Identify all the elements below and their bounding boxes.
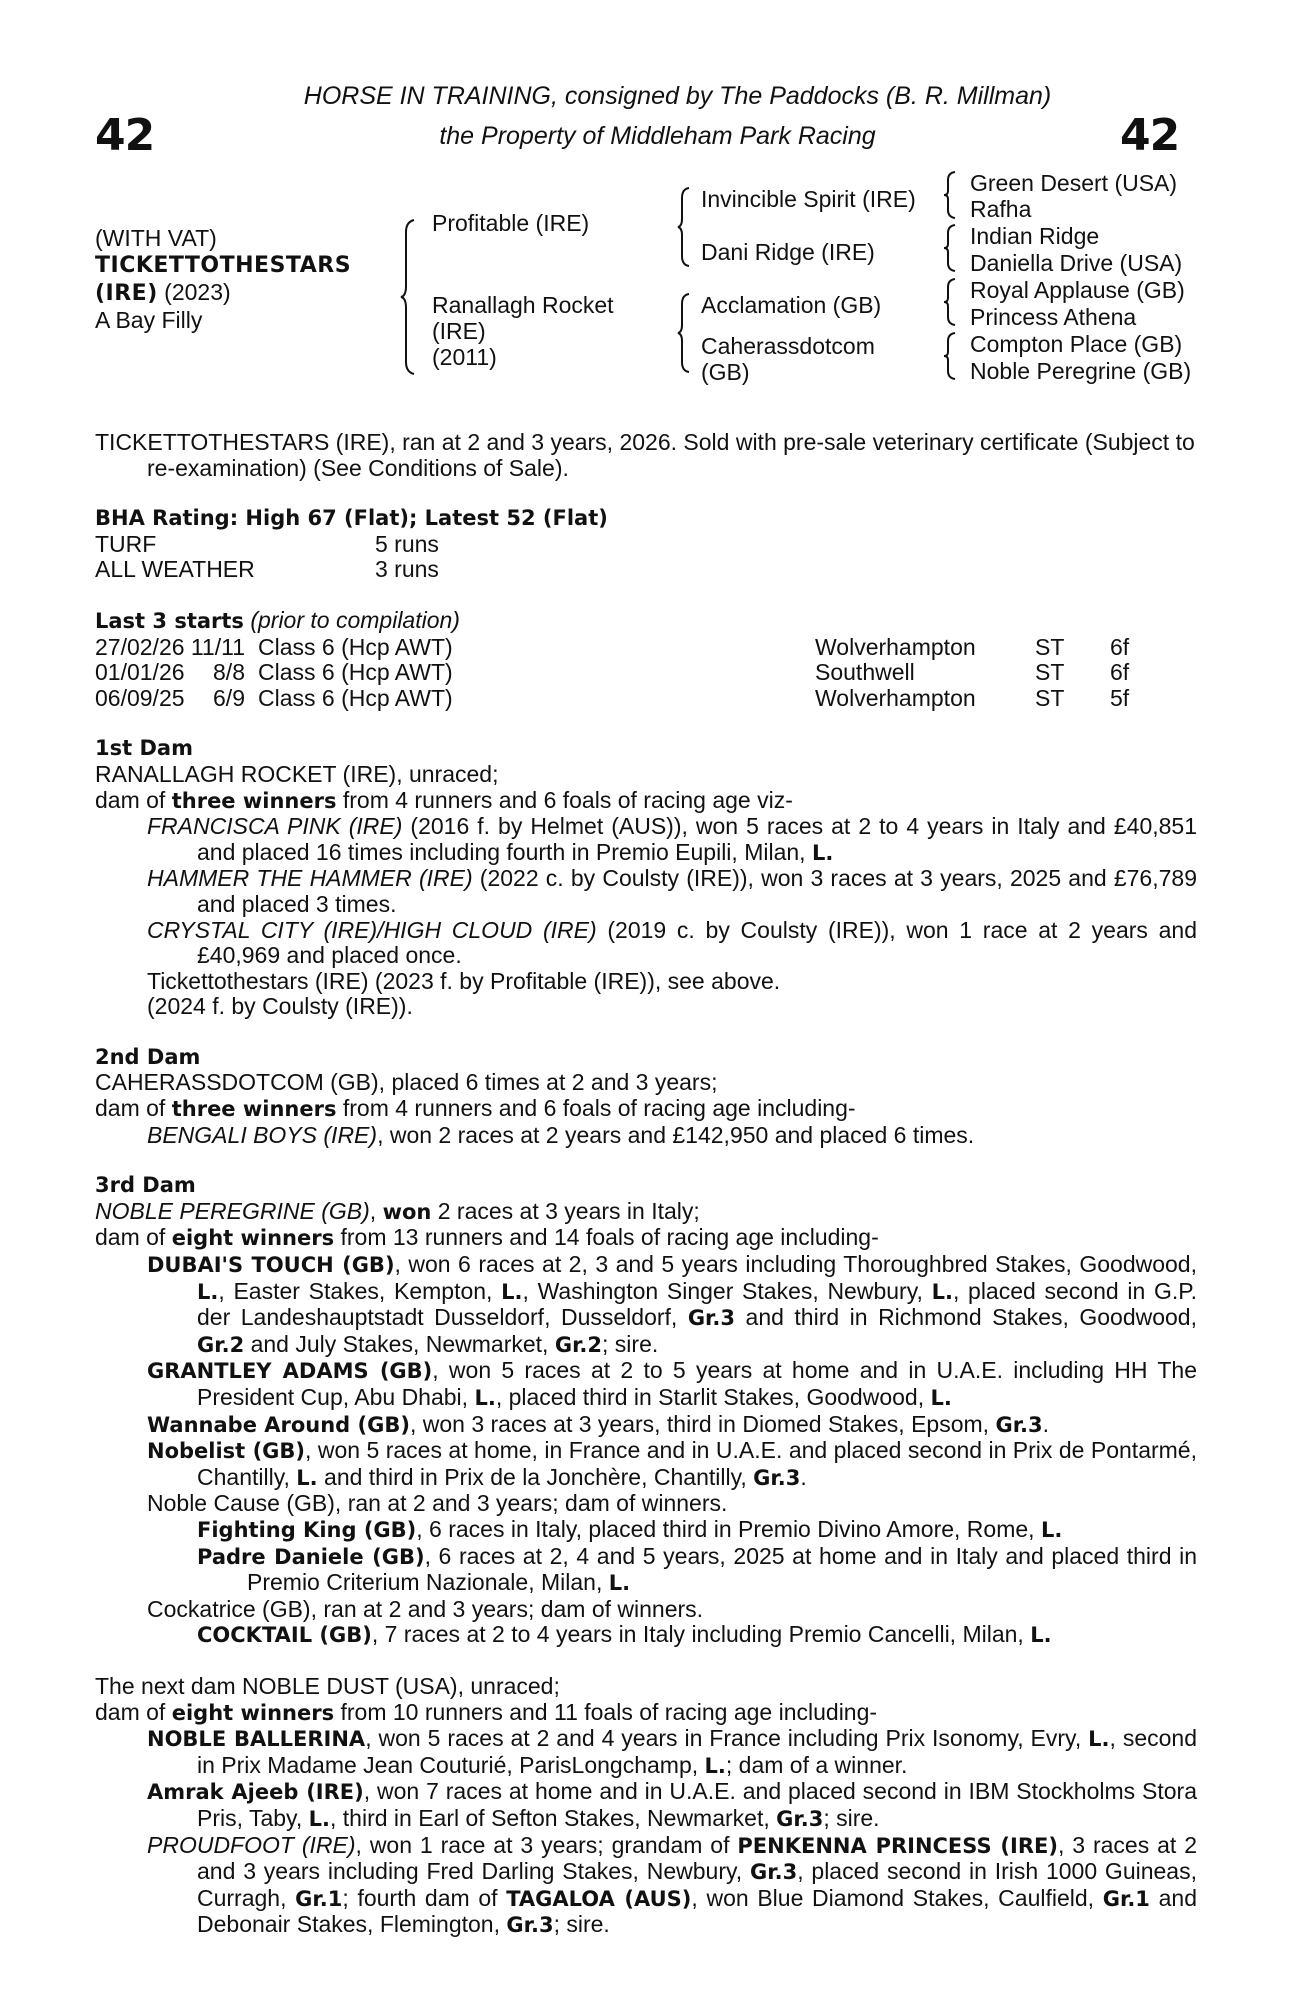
last-starts-heading	[95, 608, 1197, 635]
runs-count: 5 runs	[375, 530, 439, 557]
dam-dam	[701, 333, 875, 385]
ggp-6: Princess Athena	[970, 304, 1137, 330]
ggp-4: Daniella Drive (USA)	[970, 250, 1183, 276]
second-dam-heading: 2nd Dam	[95, 1044, 201, 1069]
dam-year: (2011)	[432, 344, 497, 370]
start-date: 06/09/25	[95, 684, 185, 711]
start-class: Class 6 (Hcp AWT)	[258, 633, 453, 660]
third-dam-name: NOBLE PEREGRINE (GB), won 2 races at 3 years in Italy;	[95, 1197, 700, 1224]
ggp-7: Compton Place (GB)	[970, 331, 1183, 357]
start-course: Southwell	[815, 659, 915, 686]
progeny-entry: (2024 f. by Coulsty (IRE)).	[147, 993, 413, 1020]
last-starts-title: Last 3 starts	[95, 608, 244, 633]
start-date: 27/02/26	[95, 633, 185, 660]
bha-rating: BHA Rating: High 67 (Flat); Latest 52 (Flat)	[95, 506, 608, 531]
catalogue-body	[95, 430, 1197, 1939]
dam-country: (IRE)	[432, 318, 486, 344]
horse-info	[95, 225, 351, 334]
lot-number-left: 42	[95, 110, 155, 161]
start-distance: 6f	[1110, 633, 1130, 660]
dam	[432, 292, 614, 370]
grand-progeny-entry: COCKTAIL (GB), 7 races at 2 to 4 years in Italy including Premio Cancelli, Milan, L.	[197, 1621, 1052, 1648]
runs-count: 3 runs	[375, 556, 439, 583]
ggp-3: Indian Ridge	[970, 223, 1100, 249]
progeny-entry: PROUDFOOT (IRE), won 1 race at 3 years; grandam of PENKENNA PRINCESS (IRE), 3 races at 2 and 3 years including Fred Darling Stakes, Newbury, Gr.3, placed second in Irish 1000 Guineas, Curragh, Gr.1; fourth dam of TAGALOA (AUS), won Blue Diamond Stakes, Caulfield, Gr.1 and Debonair Stakes, Flemington, Gr.3; sire.	[147, 1831, 1197, 1938]
progeny-entry: GRANTLEY ADAMS (GB), won 5 races at 2 to 5 years at home and in U.A.E. including HH The President Cup, Abu Dhabi, L., placed third in Starlit Stakes, Goodwood, L.	[147, 1357, 1197, 1410]
grand-progeny-entry: Fighting King (GB), 6 races in Italy, placed third in Premio Divino Amore, Rome, L.	[197, 1515, 1063, 1542]
runs-turf	[95, 532, 1197, 558]
sire-sire: Invincible Spirit (IRE)	[701, 186, 916, 212]
pedigree-brace-main	[400, 218, 416, 376]
start-distance: 6f	[1110, 659, 1130, 686]
progeny-entry: Wannabe Around (GB), won 3 races at 3 years, third in Diomed Stakes, Epsom, Gr.3.	[147, 1410, 1050, 1437]
start-course: Wolverhampton	[815, 633, 976, 660]
progeny-entry: Nobelist (GB), won 5 races at home, in France and in U.A.E. and placed second in Prix de Pontarmé, Chantilly, L. and third in Prix de la Jonchère, Chantilly, Gr.3.	[147, 1437, 1197, 1490]
start-position: 8/8	[213, 659, 245, 686]
runs-surface: ALL WEATHER	[95, 556, 255, 583]
start-going: ST	[1035, 659, 1065, 686]
next-dam-record: dam of eight winners from 10 runners and 11 foals of racing age including-	[95, 1698, 878, 1725]
sire: Profitable (IRE)	[432, 210, 590, 236]
second-dam-record: dam of three winners from 4 runners and 6 foals of racing age including-	[95, 1095, 856, 1122]
pedigree-brace-ggp-2	[943, 223, 957, 273]
first-dam-name: RANALLAGH ROCKET (IRE), unraced;	[95, 760, 499, 787]
second-dam-name: CAHERASSDOTCOM (GB), placed 6 times at 2 and 3 years;	[95, 1069, 718, 1096]
ggp-2: Rafha	[970, 196, 1032, 222]
start-class: Class 6 (Hcp AWT)	[258, 684, 453, 711]
third-dam-heading: 3rd Dam	[95, 1173, 196, 1198]
progeny-entry: Tickettothestars (IRE) (2023 f. by Profitable (IRE)), see above.	[147, 967, 781, 994]
start-going: ST	[1035, 684, 1065, 711]
horse-country: (IRE)	[95, 281, 158, 306]
progeny-entry: NOBLE BALLERINA, won 5 races at 2 and 4 years in France including Prix Isonomy, Evry, L., second in Prix Madame Jean Couturié, ParisLongchamp, L.; dam of a winner.	[147, 1725, 1197, 1778]
dam-name: Ranallagh Rocket	[432, 292, 614, 318]
progeny-entry: Cockatrice (GB), ran at 2 and 3 years; dam of winners.	[147, 1595, 704, 1622]
start-position: 6/9	[213, 684, 245, 711]
first-dam-heading: 1st Dam	[95, 736, 193, 761]
start-distance: 5f	[1110, 684, 1130, 711]
horse-name: TICKETTOTHESTARS	[95, 253, 352, 278]
intro-line-1: TICKETTOTHESTARS (IRE), ran at 2 and 3 years, 2026. Sold with pre-sale veterinary certificate	[95, 429, 1079, 455]
vat-note: (WITH VAT)	[95, 225, 217, 251]
runs-surface: TURF	[95, 530, 157, 557]
start-class: Class 6 (Hcp AWT)	[258, 659, 453, 686]
dam-sire: Acclamation (GB)	[701, 292, 882, 318]
pedigree-brace-ggp-1	[943, 170, 957, 220]
property-line: the Property of Middleham Park Racing	[439, 122, 876, 150]
runs-all-weather	[95, 557, 1197, 583]
next-dam-name: The next dam NOBLE DUST (USA), unraced;	[95, 1672, 560, 1699]
progeny-entry: BENGALI BOYS (IRE), won 2 races at 2 years and £142,950 and placed 6 times.	[147, 1121, 975, 1148]
start-row	[95, 635, 1197, 661]
start-row	[95, 686, 1197, 712]
start-position: 11/11	[190, 633, 245, 660]
last-starts-note: (prior to compilation)	[250, 606, 460, 633]
pedigree-brace-dam	[677, 292, 691, 374]
intro-line-2: (Subject to re-examination) (See Conditions of Sale).	[147, 429, 1195, 481]
lot-number-right: 42	[1120, 110, 1180, 161]
first-dam-record: dam of three winners from 4 runners and 6 foals of racing age viz-	[95, 786, 793, 813]
ggp-8: Noble Peregrine (GB)	[970, 358, 1192, 384]
progeny-entry: HAMMER THE HAMMER (IRE) (2022 c. by Coulsty (IRE)), won 3 races at 3 years, 2025 and £76,789 and placed 3 times.	[147, 865, 1197, 917]
pedigree-brace-ggp-3	[943, 277, 957, 327]
pedigree-brace-ggp-4	[943, 331, 957, 381]
start-course: Wolverhampton	[815, 684, 976, 711]
progeny-entry: Amrak Ajeeb (IRE), won 7 races at home and in U.A.E. and placed second in IBM Stockholms Stora Pris, Taby, L., third in Earl of Sefton Stakes, Newmarket, Gr.3; sire.	[147, 1778, 1197, 1831]
progeny-entry: CRYSTAL CITY (IRE)/HIGH CLOUD (IRE) (2019 c. by Coulsty (IRE)), won 1 race at 2 years and £40,969 and placed once.	[147, 916, 1197, 969]
horse-year: (2023)	[164, 279, 231, 305]
start-row	[95, 660, 1197, 686]
grand-progeny-entry: Padre Daniele (GB), 6 races at 2, 4 and 5 years, 2025 at home and in Italy and placed third in Premio Criterium Nazionale, Milan, L.	[197, 1542, 1197, 1596]
progeny-entry: Noble Cause (GB), ran at 2 and 3 years; dam of winners.	[147, 1490, 728, 1517]
ggp-5: Royal Applause (GB)	[970, 277, 1185, 303]
horse-description: A Bay Filly	[95, 307, 203, 333]
dam-dam-country: (GB)	[701, 359, 750, 385]
progeny-entry: DUBAI'S TOUCH (GB), won 6 races at 2, 3 and 5 years including Thoroughbred Stakes, Goodwood, L., Easter Stakes, Kempton, L., Washington Singer Stakes, Newbury, L., placed second in G.P. der Landeshauptstadt Dusseldorf, Dusseldorf, Gr.3 and third in Richmond Stakes, Goodwood, Gr.2 and July Stakes, Newmarket, Gr.2; sire.	[147, 1251, 1198, 1357]
progeny-entry: FRANCISCA PINK (IRE) (2016 f. by Helmet (AUS)), won 5 races at 2 to 4 years in Italy and £40,851 and placed 16 times including fourth in Premio Eupili, Milan, L.	[147, 813, 1198, 865]
dam-dam-name: Caherassdotcom	[701, 333, 875, 359]
consignor-line: HORSE IN TRAINING, consigned by The Paddocks (B. R. Millman)	[303, 82, 1052, 110]
intro-paragraph	[95, 430, 1197, 481]
start-date: 01/01/26	[95, 659, 185, 686]
ggp-1: Green Desert (USA)	[970, 170, 1178, 196]
pedigree-brace-sire	[677, 186, 691, 268]
sire-dam: Dani Ridge (IRE)	[701, 239, 875, 265]
last-starts-table	[95, 635, 1197, 712]
start-going: ST	[1035, 633, 1065, 660]
third-dam-record: dam of eight winners from 13 runners and 14 foals of racing age including-	[95, 1224, 879, 1251]
